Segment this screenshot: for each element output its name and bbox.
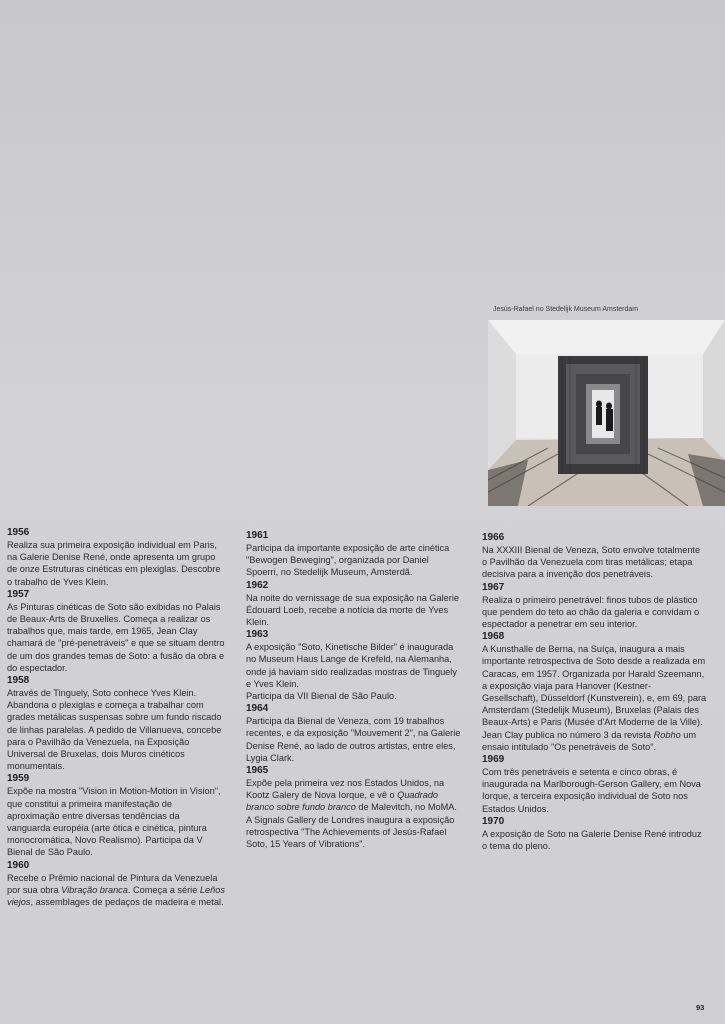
entry-1962 <box>246 579 462 629</box>
entry-text: Realiza sua primeira exposição individual em Paris, na Galerie Denise René, onde apresenta um grupo de onze Estruturas cinéticas em plexiglas. Descobre o trabalho de Yves Klein. <box>7 540 221 587</box>
entry-1958 <box>7 674 225 772</box>
entry-1960 <box>7 859 225 909</box>
entry-1967 <box>482 581 707 631</box>
text-part: , assemblages de pedaços de madeira e metal. <box>30 897 224 908</box>
entry-text: Na XXXIII Bienal de Veneza, Soto envolve totalmente o Pavilhão da Venezuela com tiras metálicas; etapa decisiva para a invenção dos penetráveis. <box>482 545 701 580</box>
entry-text: Participa da Bienal de Veneza, com 19 trabalhos recentes, e da exposição "Mouvement 2", na Galerie Denise René, ao lado de outros artistas, entre eles, Lygia Clark. <box>246 716 461 763</box>
entry-text: Através de Tinguely, Soto conhece Yves Klein. Abandona o plexiglas e começa a trabalhar com grades metálicas suspensas sobre um fundo riscado de linhas paralelas. A pedido de Villanueva, concebe para o Pavilhão da Venezuela, na Exposição Universal de Bruxelas, dois Muros cinéticos monumentais. <box>7 688 222 772</box>
entry-1970 <box>482 815 707 852</box>
entry-1959 <box>7 772 225 858</box>
entry-1956 <box>7 526 225 588</box>
chronology-column-2 <box>246 529 462 850</box>
entry-year: 1970 <box>482 815 505 827</box>
entry-1966 <box>482 531 707 581</box>
entry-year: 1962 <box>246 579 269 591</box>
gallery-photo <box>488 320 725 506</box>
text-part: Expõe pela primeira vez nos Estados Unidos, na Kootz Galery de Nova Iorque, e vê o <box>246 778 445 801</box>
entry-text: Realiza o primeiro penetrável: finos tubos de plástico que pendem do teto ao chão da galeria e convidam o espectador a penetrar em seu interior. <box>482 594 700 630</box>
entry-text: Expõe na mostra "Vision in Motion-Motion in Vision", que constitui a primeira manifestação de aproximação entre diversas tendências da vanguarda européia (arte ótica e cinética, pintura monocromática, Novo Realismo). Participa da V Bienal de São Paulo. <box>7 786 221 858</box>
entry-text: A Kunsthalle de Berna, na Suíça, inaugura a mais importante retrospectiva de Soto desde a realizada em Caracas, em 1957. Organizada por Harald Szeemann, a exposição viaja para Hanover (Kestner-Gesellschaft), Düsseldorf (Kunstverein), e, em 69, para Amsterdam (Stedelijk Museum), Bruxelas (Palais des Beaux-Arts) e Paris (Musée d'Art Moderne de la Ville). <box>482 644 707 728</box>
entry-year: 1968 <box>482 631 505 643</box>
entry-1965 <box>246 764 462 850</box>
chronology-column-1 <box>7 526 225 908</box>
entry-text-extra: Participa da VII Bienal de São Paulo. <box>246 691 397 702</box>
entry-text: A exposição "Soto, Kinetische Bilder" é inaugurada no Museum Haus Lange de Krefeld, na Alemanha, onde já haviam sido realizadas mostras de Tinguely e Yves Klein. <box>246 642 457 689</box>
chronology-column-3 <box>482 531 707 852</box>
entry-1957 <box>7 588 225 674</box>
entry-year: 1967 <box>482 581 505 593</box>
entry-year: 1965 <box>246 765 269 777</box>
entry-text <box>246 777 462 814</box>
magazine-title: Robho <box>653 729 681 740</box>
photo-caption: Jesús-Rafael no Stedelijk Museum Amsterdam <box>493 306 639 313</box>
entry-year: 1958 <box>7 675 30 687</box>
entry-text: Na noite do vernissage de sua exposição na Galerie Édouard Loeb, recebe a notícia da morte de Yves Klein. <box>246 592 459 628</box>
entry-text: Com três penetráveis e setenta e cinco obras, é inaugurada na Marlborough-Gerson Gallery, em Nova Iorque, a terceira exposição individual de Soto nos Estados Unidos. <box>482 767 701 814</box>
entry-year: 1964 <box>246 703 269 715</box>
text-part: Jean Clay publica no número 3 da revista <box>482 729 654 740</box>
entry-text <box>7 872 225 909</box>
entry-1969 <box>482 753 707 815</box>
gallery-room-illustration <box>488 320 725 506</box>
entry-year: 1966 <box>482 532 505 543</box>
entry-text: A exposição de Soto na Galerie Denise René introduz o tema do pleno. <box>482 828 702 852</box>
artwork-title: Leños viejos <box>7 884 225 908</box>
entry-year: 1956 <box>7 527 30 538</box>
entry-1961 <box>246 529 462 579</box>
entry-year: 1957 <box>7 588 30 600</box>
entry-year: 1961 <box>246 530 269 541</box>
entry-year: 1969 <box>482 754 505 766</box>
entry-year: 1963 <box>246 629 269 641</box>
entry-1963 <box>246 628 462 702</box>
entry-text: Participa da importante exposição de arte cinética "Bewogen Beweging", organizada por Daniel Spoerri, no Stedelijk Museum, Amsterdã. <box>246 543 450 578</box>
entry-text: As Pinturas cinéticas de Soto são exibidas no Palais de Beaux-Arts de Bruxelles. Começa a realizar os trabalhos que, mais tarde, em 1965, Jean Clay chamará de "pré-penetráveis" e que se situam dentro de um dos grandes temas de Soto: a fusão da obra e do espectador. <box>7 601 225 673</box>
text-part: Recebe o Prêmio nacional de Pintura da Venezuela por sua obra <box>7 872 218 895</box>
entry-1968 <box>482 630 707 753</box>
artwork-title: Quadrado branco sobre fundo branco <box>246 790 439 813</box>
entry-text-extra: A Signals Gallery de Londres inaugura a exposição retrospectiva "The Achievements of Jesús-Rafael Soto, 15 Years of Vibrations". <box>246 814 455 850</box>
entry-year: 1959 <box>7 773 30 785</box>
text-part: um ensaio intitulado "Os penetráveis de Soto". <box>482 729 697 752</box>
entry-1964 <box>246 702 462 764</box>
entry-text-extra <box>482 729 707 753</box>
artwork-title: Vibração branca <box>61 884 128 895</box>
text-part: . Começa a série <box>127 884 200 895</box>
entry-year: 1960 <box>7 859 30 871</box>
page-number: 93 <box>696 1003 705 1012</box>
text-part: de Malevitch, no MoMA. <box>355 802 457 813</box>
